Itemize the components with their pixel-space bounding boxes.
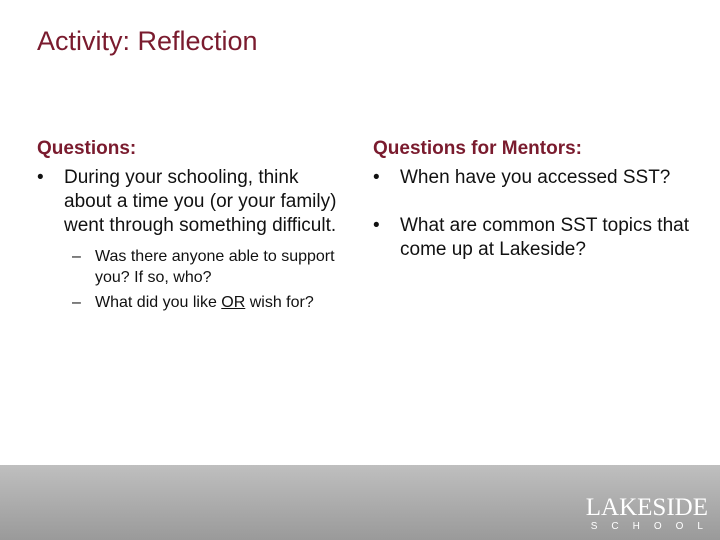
list-item: [373, 166, 693, 190]
bullet-marker: •: [373, 215, 380, 236]
list-item: [37, 166, 337, 313]
mentor-question-text: When have you accessed SST?: [400, 167, 671, 188]
sub-question-list: [64, 246, 337, 313]
questions-heading: Questions:: [37, 138, 137, 159]
sub-question-text: Was there anyone able to support you? If so, who?: [95, 248, 335, 286]
logo-subtitle: SCHOOL: [590, 521, 717, 532]
bullet-marker: •: [373, 167, 380, 188]
list-item: [64, 246, 337, 288]
sub-question-text-end: wish for?: [245, 294, 314, 311]
mentor-questions-column: [373, 136, 693, 262]
sub-question-text-start: What did you like: [95, 294, 222, 311]
emphasis-or: OR: [221, 294, 246, 311]
lakeside-logo: [585, 494, 717, 534]
questions-list: [37, 166, 337, 313]
question-text: During your schooling, think about a time you (or your family) went through something difficult.: [64, 167, 337, 236]
dash-marker: –: [72, 294, 81, 311]
questions-column: [37, 136, 337, 313]
mentor-questions-list: [373, 166, 693, 262]
dash-marker: –: [72, 248, 81, 265]
mentor-questions-heading: Questions for Mentors:: [373, 138, 583, 159]
list-item: [64, 292, 337, 313]
bullet-marker: •: [37, 167, 44, 188]
logo-wordmark: LAKESIDE: [585, 494, 708, 521]
slide-title: Activity: Reflection: [37, 26, 258, 56]
list-item: [373, 214, 693, 262]
mentor-question-text: What are common SST topics that come up at Lakeside?: [400, 215, 689, 260]
